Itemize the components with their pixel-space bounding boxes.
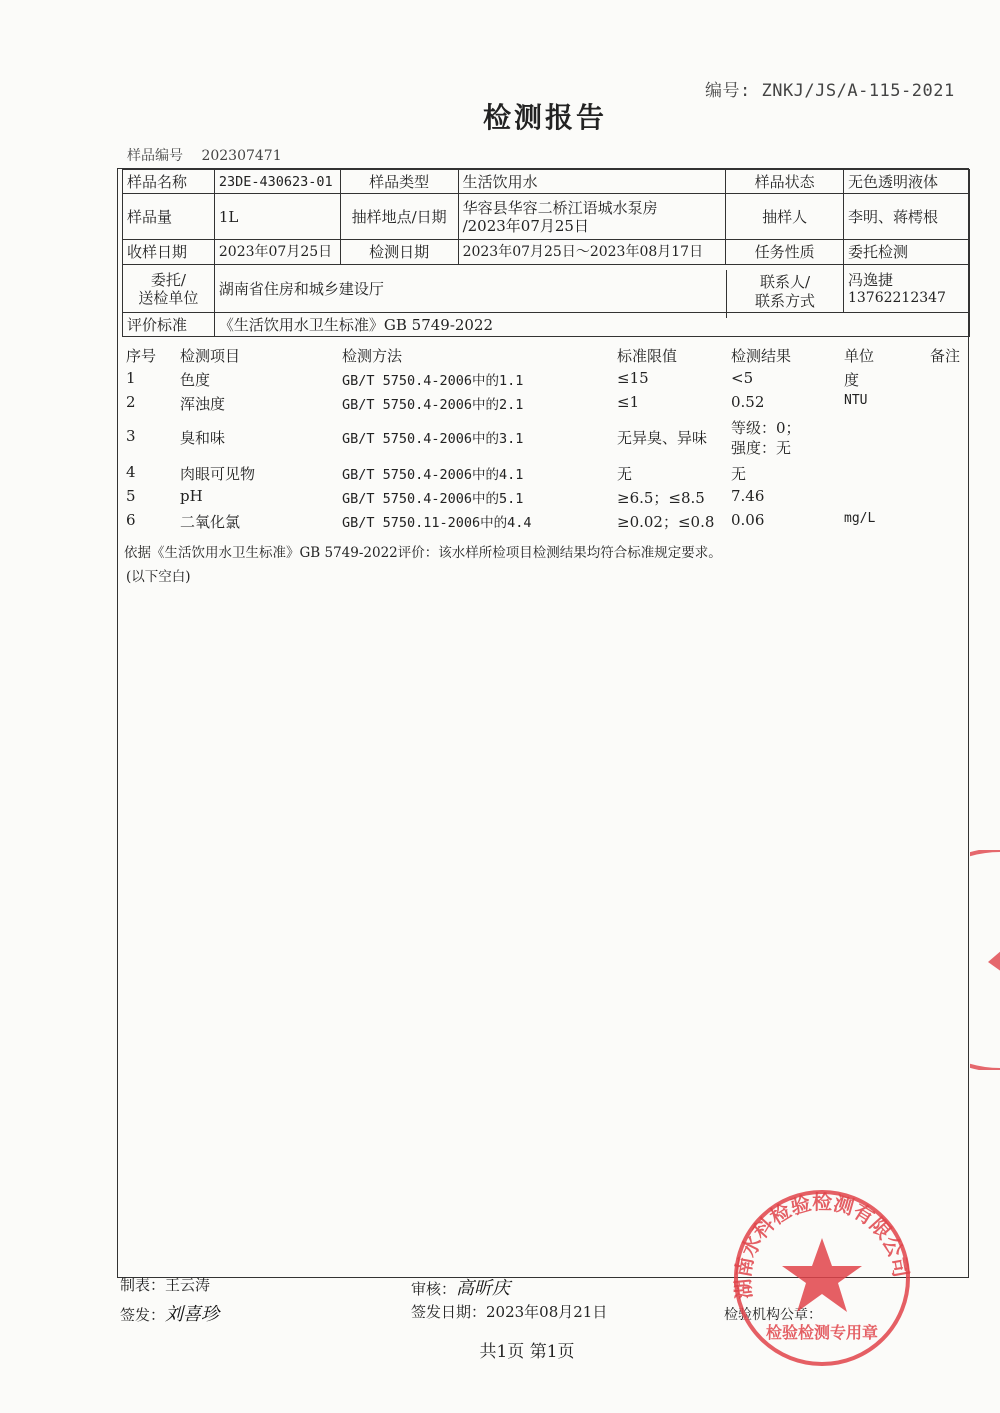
row-item: 二氧化氯 bbox=[180, 513, 241, 531]
sample-qty-value: 1L bbox=[214, 194, 340, 240]
row-result: 0.06 bbox=[731, 511, 765, 529]
row-method: GB/T 5750.4-2006中的1.1 bbox=[342, 373, 524, 389]
receive-date-label: 收样日期 bbox=[123, 240, 215, 265]
contact-divider bbox=[726, 270, 727, 318]
issue-signature: 刘喜珍 bbox=[165, 1304, 220, 1325]
table-row bbox=[124, 391, 969, 415]
header-limit: 标准限值 bbox=[617, 347, 678, 365]
row-item: 浑浊度 bbox=[180, 395, 226, 413]
contact-name: 冯逸捷 bbox=[847, 270, 893, 289]
row-unit: 度 bbox=[844, 371, 860, 389]
sampling-place-value bbox=[458, 194, 726, 240]
row-result: <5 bbox=[731, 369, 754, 387]
header-remark: 备注 bbox=[930, 347, 961, 365]
row-limit: ≥6.5；≤8.5 bbox=[617, 489, 705, 507]
header-item: 检测项目 bbox=[180, 347, 241, 365]
sample-type-label: 样品类型 bbox=[340, 170, 458, 194]
sample-number-value: 202307471 bbox=[201, 148, 282, 164]
row-limit: 无异臭、异味 bbox=[617, 429, 708, 447]
official-seal-icon bbox=[722, 1188, 922, 1368]
svg-text:湖南水科检验检测有限公司: 湖南水科检验检测有限公司 bbox=[730, 1190, 914, 1301]
issued-by bbox=[120, 1300, 219, 1326]
results-header bbox=[124, 343, 969, 367]
row-limit: ≤1 bbox=[617, 393, 640, 411]
client-label-line1: 委托/ bbox=[150, 270, 186, 289]
row-item: 肉眼可见物 bbox=[180, 465, 256, 483]
client-label-line2: 送检单位 bbox=[138, 288, 199, 307]
row-index: 1 bbox=[126, 369, 136, 387]
header-index: 序号 bbox=[126, 347, 157, 365]
row-item: 臭和味 bbox=[180, 429, 226, 447]
sample-number-label: 样品编号 bbox=[127, 148, 183, 164]
sampling-place-line1: 华容县华容二桥江语城水泵房 bbox=[462, 198, 658, 217]
sample-number bbox=[127, 145, 296, 165]
results-table bbox=[124, 343, 969, 533]
prepared-label: 制表： bbox=[120, 1276, 166, 1294]
issue-date: 签发日期：2023年08月21日 bbox=[411, 1303, 608, 1321]
contact-label bbox=[731, 273, 839, 311]
sample-name-label: 样品名称 bbox=[123, 170, 215, 194]
review-signature: 高昕庆 bbox=[456, 1278, 511, 1299]
sample-state-value: 无色透明液体 bbox=[843, 170, 969, 194]
row-item: 色度 bbox=[180, 371, 211, 389]
row-index: 3 bbox=[126, 427, 136, 445]
sample-info-table bbox=[122, 169, 970, 337]
table-row bbox=[124, 485, 969, 509]
standard-value: 《生活饮用水卫生标准》GB 5749-2022 bbox=[214, 313, 969, 337]
row-limit: 无 bbox=[617, 465, 633, 483]
test-date-label: 检测日期 bbox=[340, 240, 458, 265]
table-row bbox=[124, 415, 969, 461]
row-method: GB/T 5750.11-2006中的4.4 bbox=[342, 515, 532, 531]
table-row bbox=[124, 509, 969, 533]
sample-state-label: 样品状态 bbox=[726, 170, 844, 194]
row-item: pH bbox=[180, 487, 203, 505]
task-nature-label: 任务性质 bbox=[726, 240, 844, 265]
document-number: 编号: ZNKJ/JS/A-115-2021 bbox=[705, 81, 955, 101]
issue-label: 签发： bbox=[120, 1306, 166, 1324]
row-index: 6 bbox=[126, 511, 136, 529]
row-result: 0.52 bbox=[731, 393, 765, 411]
sampling-place-line2: /2023年07月25日 bbox=[462, 216, 589, 235]
row-index: 2 bbox=[126, 393, 136, 411]
sampler-label: 抽样人 bbox=[726, 194, 844, 240]
table-row bbox=[124, 461, 969, 485]
sample-qty-label: 样品量 bbox=[123, 194, 215, 240]
sample-name-value: 23DE-430623-01 bbox=[214, 170, 340, 194]
sampling-place-label: 抽样地点/日期 bbox=[340, 194, 458, 240]
blank-note: (以下空白) bbox=[126, 569, 191, 585]
contact-value bbox=[843, 265, 969, 313]
client-label bbox=[123, 265, 215, 313]
row-index: 4 bbox=[126, 463, 136, 481]
contact-label-line2: 联系方式 bbox=[754, 292, 815, 310]
prepared-name: 王云涛 bbox=[165, 1276, 211, 1294]
table-row bbox=[124, 367, 969, 391]
row-unit: mg/L bbox=[844, 511, 876, 526]
row-result-line2: 强度：无 bbox=[731, 439, 792, 457]
row-result: 7.46 bbox=[731, 487, 765, 505]
standard-label: 评价标准 bbox=[123, 313, 215, 337]
row-limit: ≤15 bbox=[617, 369, 649, 387]
edge-seal-icon bbox=[970, 850, 1000, 1070]
row-index: 5 bbox=[126, 487, 136, 505]
page-title: 检测报告 bbox=[482, 101, 607, 134]
sample-type-value: 生活饮用水 bbox=[458, 170, 726, 194]
page-count: 共1页 第1页 bbox=[479, 1342, 575, 1362]
row-result: 等级：0； bbox=[731, 419, 801, 437]
sampler-value: 李明、蒋樗根 bbox=[843, 194, 969, 240]
row-method: GB/T 5750.4-2006中的3.1 bbox=[342, 431, 524, 447]
conclusion-text: 依据《生活饮用水卫生标准》GB 5749-2022评价：该水样所检项目检测结果均符合标准规定要求。 bbox=[124, 545, 722, 561]
contact-label-line1: 联系人/ bbox=[759, 273, 811, 291]
header-result: 检测结果 bbox=[731, 347, 792, 365]
contact-phone: 13762212347 bbox=[847, 289, 946, 306]
row-limit: ≥0.02；≤0.8 bbox=[617, 513, 715, 531]
prepared-by bbox=[120, 1274, 210, 1295]
row-method: GB/T 5750.4-2006中的2.1 bbox=[342, 397, 524, 413]
test-date-value: 2023年07月25日～2023年08月17日 bbox=[458, 240, 726, 265]
review-label: 审核： bbox=[411, 1280, 457, 1298]
org-seal-label: 检验机构公章： bbox=[724, 1307, 822, 1323]
row-unit: NTU bbox=[844, 393, 868, 408]
header-method: 检测方法 bbox=[342, 347, 403, 365]
task-nature-value: 委托检测 bbox=[843, 240, 969, 265]
reviewed-by bbox=[411, 1274, 510, 1300]
row-method: GB/T 5750.4-2006中的5.1 bbox=[342, 491, 524, 507]
header-unit: 单位 bbox=[844, 347, 875, 365]
client-value: 湖南省住房和城乡建设厅 bbox=[214, 265, 843, 313]
row-method: GB/T 5750.4-2006中的4.1 bbox=[342, 467, 524, 483]
receive-date-value: 2023年07月25日 bbox=[214, 240, 340, 265]
row-result: 无 bbox=[731, 465, 747, 483]
svg-text:检验检测专用章: 检验检测专用章 bbox=[765, 1323, 879, 1342]
